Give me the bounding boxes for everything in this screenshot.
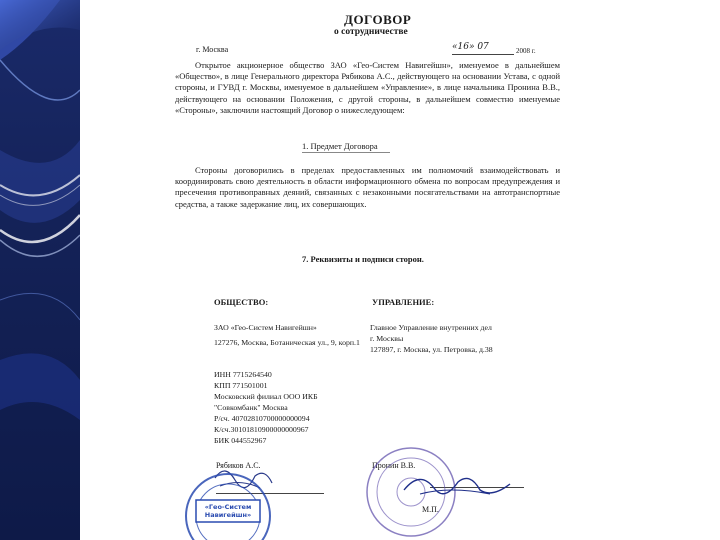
left-party-account: Р/сч. 40702810700000000094 [214, 414, 310, 423]
section-7-title: 7. Реквизиты и подписи сторон. [302, 254, 424, 264]
date-underline [452, 54, 514, 55]
left-party-bank-line1: Московский филиал ООО ИКБ [214, 392, 318, 401]
section-1-underline [302, 152, 390, 153]
right-signature-scribble [400, 468, 520, 508]
contract-date-handwritten: «16» 07 [452, 42, 489, 52]
right-signatory: Пронин В.В. [372, 461, 416, 470]
left-party-bank-details [214, 369, 364, 446]
left-party-name: ЗАО «Гео-Систем Навигейшн» [214, 323, 317, 332]
sidebar-swirl-graphic [0, 0, 80, 540]
left-party-address: 127276, Москва, Ботаническая ул., 9, корп.1 [214, 338, 360, 347]
left-signatory: Рябиков А.С. [216, 461, 261, 470]
stamp-place-label: М.П. [422, 505, 439, 514]
preamble-paragraph: Открытое акционерное общество ЗАО «Гео-Систем Навигейшн», именуемое в дальнейшем «Общество», в лице Генерального директора Рябикова А.С., действующего на основании Устава, с одной стороны, и ГУВД г. Москвы, именуемое в дальнейшем «Управление», в лице начальника Пронина В.В., действующего на основании Положения, с другой стороны, в дальнейшем совместно именуемые «Стороны», заключили настоящий Договор о нижеследующем: [175, 60, 560, 115]
stamp-company-name: «Гео-Систем Навигейшн» [204, 503, 252, 519]
right-party-heading: УПРАВЛЕНИЕ: [372, 297, 435, 307]
left-party-bank-line2: "Совкомбанк" Москва [214, 403, 288, 412]
contract-city: г. Москва [196, 45, 229, 54]
left-party-bik: БИК 044552967 [214, 436, 267, 445]
right-party-details [370, 322, 550, 355]
right-party-name-line2: г. Москвы [370, 334, 404, 343]
left-party-corr-account: К/сч.30101810900000000967 [214, 425, 309, 434]
contract-year: 2008 г. [516, 47, 536, 55]
left-party-kpp: КПП 771501001 [214, 381, 268, 390]
right-party-name-line1: Главное Управление внутренних дел [370, 323, 492, 332]
section-1-title: 1. Предмет Договора [302, 141, 378, 151]
left-party-heading: ОБЩЕСТВО: [214, 297, 269, 307]
contract-document [80, 0, 720, 540]
document-subtitle: о сотрудничестве [334, 27, 408, 37]
left-party-details [214, 322, 364, 348]
right-party-address: 127897, г. Москва, ул. Петровка, д.38 [370, 345, 493, 354]
left-party-inn: ИНН 7715264540 [214, 370, 272, 379]
section-1-paragraph: Стороны договорились в пределах предоставленных им полномочий взаимодействовать и координировать свою деятельность в области информационного обмена по вопросам предупреждения и пресечения противоправных деяний, связанных с незаконными посягательствами на автотранспортные средства, а также задержание лиц, их совершающих. [175, 165, 560, 209]
document-title: ДОГОВОР [344, 12, 412, 27]
decorative-sidebar [0, 0, 80, 540]
